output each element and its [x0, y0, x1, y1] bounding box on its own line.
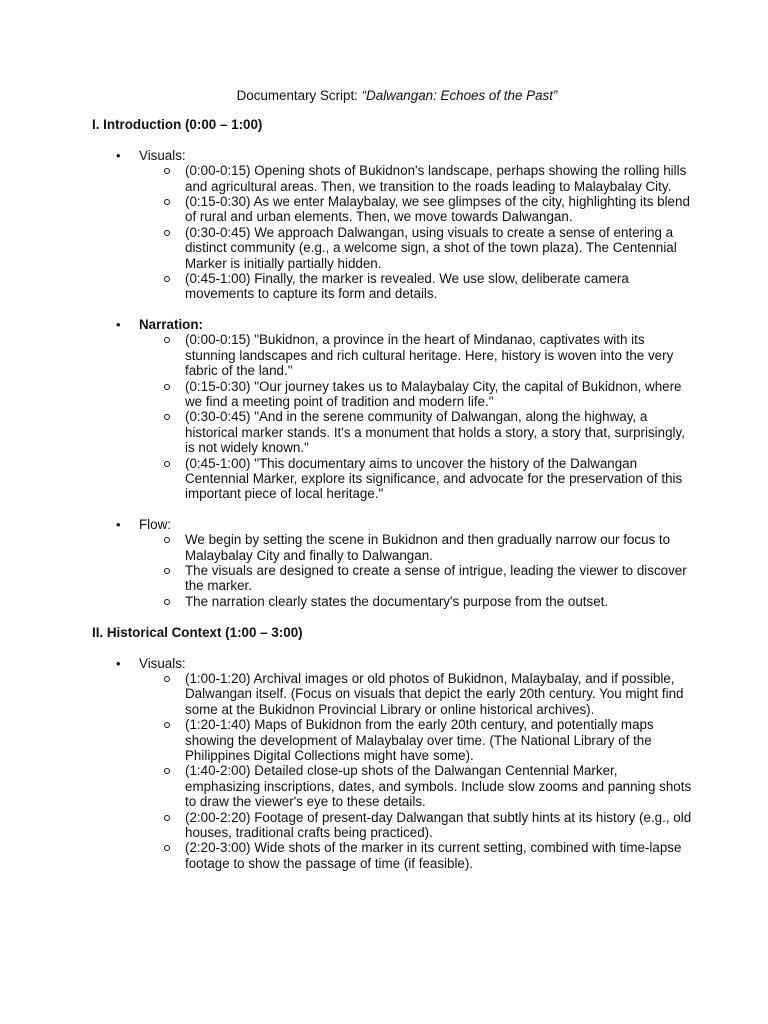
hollow-circle-icon: [164, 815, 170, 821]
list-item-text: The narration clearly states the documentary's purpose from the outset.: [185, 593, 609, 609]
bullet-flow: [92, 517, 692, 609]
list-item-text: (0:30-0:45) "And in the serene community of Dalwangan, along the highway, a historical marker stands. It's a monument that holds a story, a story that, surprisingly, is not widely known.": [185, 409, 685, 456]
list-item-text: (0:30-0:45) We approach Dalwangan, using visuals to create a sense of entering a distinct community (e.g., a welcome sign, a shot of the town plaza). The Centennial Marker is initially partially hidden.: [185, 224, 677, 271]
list-item-text: (1:00-1:20) Archival images or old photos of Bukidnon, Malaybalay, and if possible, Dalwangan itself. (Focus on visuals that depict the early 20th century. You might find some at the Bukidnon Provincial Library or online historical archives).: [185, 671, 684, 717]
bullet-list: [92, 656, 692, 872]
list-item-text: (0:00-0:15) Opening shots of Bukidnon's landscape, perhaps showing the rolling hills and agricultural areas. Then, we transition to the roads leading to Malaybalay City.: [185, 163, 687, 194]
list-item-text: (2:00-2:20) Footage of present-day Dalwangan that subtly hints at its history (e.g., old houses, traditional crafts being practiced).: [185, 809, 692, 841]
document-page: [92, 88, 692, 886]
bullet-dot-icon: •: [116, 516, 121, 532]
list-item: [139, 409, 692, 455]
title-italic: “Dalwangan: Echoes of the Past”: [361, 88, 558, 103]
bullet-dot-icon: •: [116, 147, 121, 163]
hollow-circle-icon: [164, 845, 170, 851]
list-item-text: (2:20-3:00) Wide shots of the marker in its current setting, combined with time-lapse footage to show the passage of time (if feasible).: [185, 840, 682, 871]
list-item: [139, 163, 692, 194]
section-introduction: [92, 117, 692, 609]
bullet-dot-icon: •: [116, 655, 121, 671]
bullet-list: [92, 148, 692, 609]
list-item: [139, 194, 692, 225]
hollow-circle-icon: [164, 168, 170, 174]
hollow-circle-icon: [164, 676, 170, 682]
list-item: [139, 456, 692, 502]
hollow-circle-icon: [164, 568, 170, 574]
hollow-circle-icon: [164, 199, 170, 205]
list-item: [139, 563, 692, 594]
list-item-text: The visuals are designed to create a sense of intrigue, leading the viewer to discover the marker.: [185, 562, 687, 594]
list-item: [139, 332, 692, 378]
list-item-text: (0:15-0:30) As we enter Malaybalay, we see glimpses of the city, highlighting its blend of rural and urban elements. Then, we move towards Dalwangan.: [185, 194, 690, 225]
list-item-text: (0:45-1:00) Finally, the marker is revealed. We use slow, deliberate camera movements to capture its form and details.: [185, 271, 629, 302]
list-item: [139, 763, 692, 809]
list-item: [139, 671, 692, 717]
list-item: [139, 810, 692, 841]
document-title: [92, 88, 692, 103]
section-heading: I. Introduction (0:00 – 1:00): [92, 117, 263, 133]
list-item: [139, 225, 692, 271]
list-item-text: We begin by setting the scene in Bukidnon and then gradually narrow our focus to Malaybalay City and finally to Dalwangan.: [185, 532, 671, 563]
list-item: [139, 594, 692, 609]
list-item: [139, 717, 692, 763]
hollow-circle-icon: [164, 768, 170, 774]
hollow-circle-icon: [164, 461, 170, 467]
hollow-circle-icon: [164, 337, 170, 343]
list-item-text: (0:15-0:30) "Our journey takes us to Malaybalay City, the capital of Bukidnon, where we find a meeting point of tradition and modern life.": [185, 378, 682, 409]
section-historical-context: [92, 625, 692, 871]
section-heading: II. Historical Context (1:00 – 3:00): [92, 625, 303, 641]
list-item: [139, 379, 692, 410]
hollow-circle-icon: [164, 276, 170, 282]
hollow-circle-icon: [164, 599, 170, 605]
hollow-circle-icon: [164, 414, 170, 420]
hollow-circle-icon: [164, 230, 170, 236]
list-item: [139, 532, 692, 563]
bullet-narration: [92, 317, 692, 502]
hollow-circle-icon: [164, 722, 170, 728]
bullet-visuals: [92, 656, 692, 872]
bullet-label: Visuals:: [139, 655, 186, 671]
bullet-label: Narration:: [139, 316, 203, 332]
list-item-text: (0:45-1:00) "This documentary aims to uncover the history of the Dalwangan Centennial Marker, explore its significance, and advocate for the preservation of this important piece of local heritage.": [185, 455, 683, 502]
hollow-circle-icon: [164, 384, 170, 390]
sub-list: [139, 163, 692, 302]
sub-list: [139, 671, 692, 871]
hollow-circle-icon: [164, 537, 170, 543]
title-prefix: Documentary Script:: [236, 88, 362, 103]
bullet-visuals: [92, 148, 692, 302]
bullet-label: Flow:: [139, 516, 171, 532]
list-item: [139, 271, 692, 302]
list-item-text: (1:40-2:00) Detailed close-up shots of the Dalwangan Centennial Marker, emphasizing inscriptions, dates, and symbols. Include slow zooms and panning shots to draw the viewer's eye to these details.: [185, 763, 692, 810]
sub-list: [139, 532, 692, 609]
bullet-label: Visuals:: [139, 147, 186, 163]
list-item-text: (0:00-0:15) "Bukidnon, a province in the heart of Mindanao, captivates with its stunning landscapes and rich cultural heritage. Here, history is woven into the very fabric of the land.": [185, 332, 674, 379]
sub-list: [139, 332, 692, 501]
list-item: [139, 840, 692, 871]
list-item-text: (1:20-1:40) Maps of Bukidnon from the early 20th century, and potentially maps showing the development of Malaybalay over time. (The National Library of the Philippines Digital Collections might have some).: [185, 717, 654, 764]
bullet-dot-icon: •: [116, 316, 121, 332]
